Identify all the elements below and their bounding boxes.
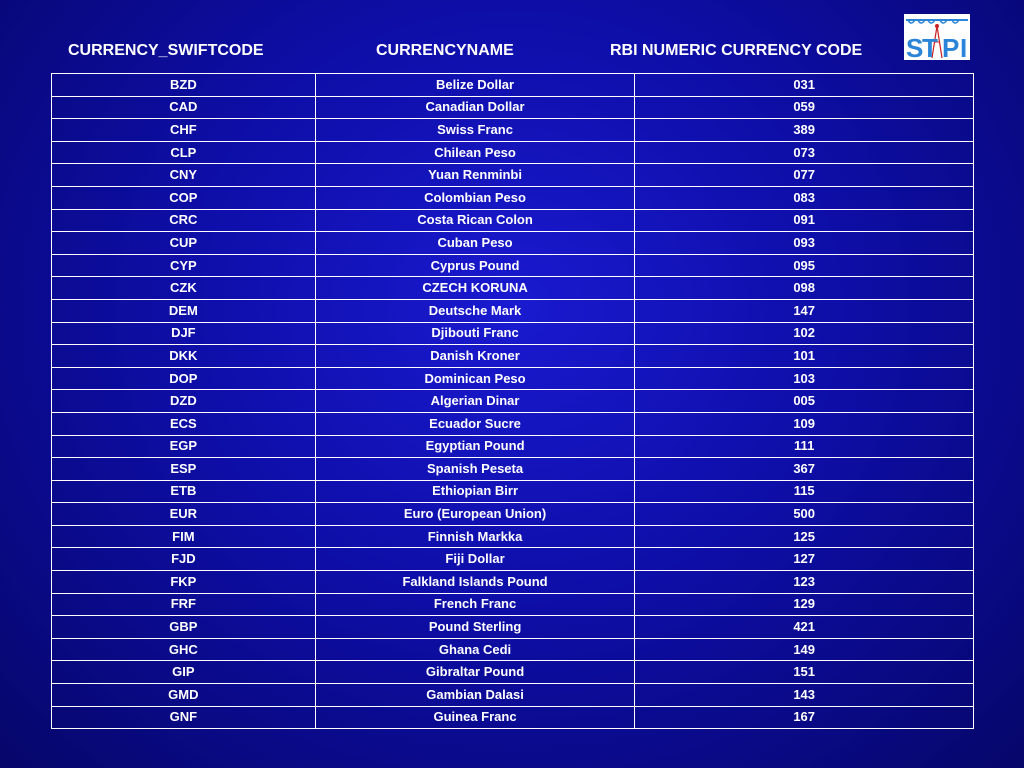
table-row (52, 616, 974, 639)
currency-name-cell: Ghana Cedi (315, 638, 635, 661)
numeric-code-cell: 421 (635, 616, 974, 639)
numeric-code-cell: 031 (635, 74, 974, 97)
numeric-code-cell: 091 (635, 209, 974, 232)
numeric-code-cell: 093 (635, 232, 974, 255)
currency-name-cell: Gambian Dalasi (315, 684, 635, 707)
numeric-code-cell: 077 (635, 164, 974, 187)
swift-code-cell: DJF (52, 322, 316, 345)
svg-text:S: S (906, 33, 924, 60)
numeric-code-cell: 125 (635, 525, 974, 548)
table-row (52, 571, 974, 594)
stpi-logo (904, 14, 970, 60)
numeric-code-cell: 167 (635, 706, 974, 729)
currency-name-cell: Euro (European Union) (315, 503, 635, 526)
numeric-code-cell: 115 (635, 480, 974, 503)
header-rbi-numeric-code: RBI NUMERIC CURRENCY CODE (610, 42, 863, 59)
numeric-code-cell: 127 (635, 548, 974, 571)
swift-code-cell: EGP (52, 435, 316, 458)
currency-name-cell: Fiji Dollar (315, 548, 635, 571)
table-row (52, 503, 974, 526)
swift-code-cell: CLP (52, 141, 316, 164)
swift-code-cell: DEM (52, 299, 316, 322)
table-row (52, 593, 974, 616)
numeric-code-cell: 109 (635, 412, 974, 435)
numeric-code-cell: 059 (635, 96, 974, 119)
currency-name-cell: Colombian Peso (315, 186, 635, 209)
swift-code-cell: COP (52, 186, 316, 209)
swift-code-cell: FIM (52, 525, 316, 548)
numeric-code-cell: 151 (635, 661, 974, 684)
swift-code-cell: CUP (52, 232, 316, 255)
numeric-code-cell: 500 (635, 503, 974, 526)
currency-name-cell: Cuban Peso (315, 232, 635, 255)
swift-code-cell: CRC (52, 209, 316, 232)
table-row (52, 706, 974, 729)
numeric-code-cell: 103 (635, 367, 974, 390)
swift-code-cell: FRF (52, 593, 316, 616)
swift-code-cell: CZK (52, 277, 316, 300)
numeric-code-cell: 129 (635, 593, 974, 616)
table-row (52, 254, 974, 277)
currency-name-cell: Algerian Dinar (315, 390, 635, 413)
header-swift-code: CURRENCY_SWIFTCODE (68, 42, 264, 59)
currency-name-cell: CZECH KORUNA (315, 277, 635, 300)
currency-name-cell: Chilean Peso (315, 141, 635, 164)
numeric-code-cell: 367 (635, 458, 974, 481)
currency-name-cell: Cyprus Pound (315, 254, 635, 277)
swift-code-cell: FJD (52, 548, 316, 571)
numeric-code-cell: 123 (635, 571, 974, 594)
swift-code-cell: ETB (52, 480, 316, 503)
table-row (52, 277, 974, 300)
table-row (52, 548, 974, 571)
table-row (52, 232, 974, 255)
table-row (52, 209, 974, 232)
currency-table-body (52, 74, 974, 729)
currency-name-cell: Costa Rican Colon (315, 209, 635, 232)
table-row (52, 141, 974, 164)
currency-name-cell: Danish Kroner (315, 345, 635, 368)
swift-code-cell: GIP (52, 661, 316, 684)
numeric-code-cell: 102 (635, 322, 974, 345)
swift-code-cell: CYP (52, 254, 316, 277)
currency-name-cell: Guinea Franc (315, 706, 635, 729)
swift-code-cell: ESP (52, 458, 316, 481)
svg-text:T: T (922, 33, 938, 60)
currency-name-cell: Pound Sterling (315, 616, 635, 639)
header-currency-name: CURRENCYNAME (376, 42, 514, 59)
stpi-logo-graphic (904, 14, 970, 60)
currency-name-cell: Gibraltar Pound (315, 661, 635, 684)
swift-code-cell: BZD (52, 74, 316, 97)
svg-text:I: I (960, 33, 968, 60)
currency-name-cell: French Franc (315, 593, 635, 616)
numeric-code-cell: 389 (635, 119, 974, 142)
table-row (52, 638, 974, 661)
swift-code-cell: GHC (52, 638, 316, 661)
table-row (52, 164, 974, 187)
currency-name-cell: Finnish Markka (315, 525, 635, 548)
swift-code-cell: ECS (52, 412, 316, 435)
numeric-code-cell: 111 (635, 435, 974, 458)
currency-name-cell: Egyptian Pound (315, 435, 635, 458)
swift-code-cell: GBP (52, 616, 316, 639)
table-row (52, 684, 974, 707)
table-row (52, 96, 974, 119)
numeric-code-cell: 101 (635, 345, 974, 368)
currency-name-cell: Djibouti Franc (315, 322, 635, 345)
currency-name-cell: Dominican Peso (315, 367, 635, 390)
numeric-code-cell: 095 (635, 254, 974, 277)
numeric-code-cell: 073 (635, 141, 974, 164)
table-row (52, 412, 974, 435)
table-row (52, 322, 974, 345)
swift-code-cell: CNY (52, 164, 316, 187)
table-row (52, 661, 974, 684)
swift-code-cell: EUR (52, 503, 316, 526)
swift-code-cell: GNF (52, 706, 316, 729)
currency-name-cell: Deutsche Mark (315, 299, 635, 322)
currency-name-cell: Falkland Islands Pound (315, 571, 635, 594)
table-row (52, 525, 974, 548)
table-row (52, 458, 974, 481)
numeric-code-cell: 147 (635, 299, 974, 322)
currency-name-cell: Ecuador Sucre (315, 412, 635, 435)
currency-name-cell: Yuan Renminbi (315, 164, 635, 187)
currency-name-cell: Swiss Franc (315, 119, 635, 142)
numeric-code-cell: 149 (635, 638, 974, 661)
table-row (52, 390, 974, 413)
swift-code-cell: GMD (52, 684, 316, 707)
swift-code-cell: DOP (52, 367, 316, 390)
numeric-code-cell: 098 (635, 277, 974, 300)
table-row (52, 299, 974, 322)
table-row (52, 74, 974, 97)
numeric-code-cell: 143 (635, 684, 974, 707)
currency-name-cell: Canadian Dollar (315, 96, 635, 119)
column-headers (0, 42, 1024, 66)
table-row (52, 480, 974, 503)
currency-name-cell: Belize Dollar (315, 74, 635, 97)
swift-code-cell: DZD (52, 390, 316, 413)
table-row (52, 186, 974, 209)
svg-text:P: P (942, 33, 960, 60)
swift-code-cell: CHF (52, 119, 316, 142)
currency-table (51, 73, 974, 729)
numeric-code-cell: 083 (635, 186, 974, 209)
swift-code-cell: CAD (52, 96, 316, 119)
table-row (52, 119, 974, 142)
table-row (52, 435, 974, 458)
table-row (52, 367, 974, 390)
swift-code-cell: FKP (52, 571, 316, 594)
swift-code-cell: DKK (52, 345, 316, 368)
currency-name-cell: Ethiopian Birr (315, 480, 635, 503)
numeric-code-cell: 005 (635, 390, 974, 413)
currency-name-cell: Spanish Peseta (315, 458, 635, 481)
table-row (52, 345, 974, 368)
